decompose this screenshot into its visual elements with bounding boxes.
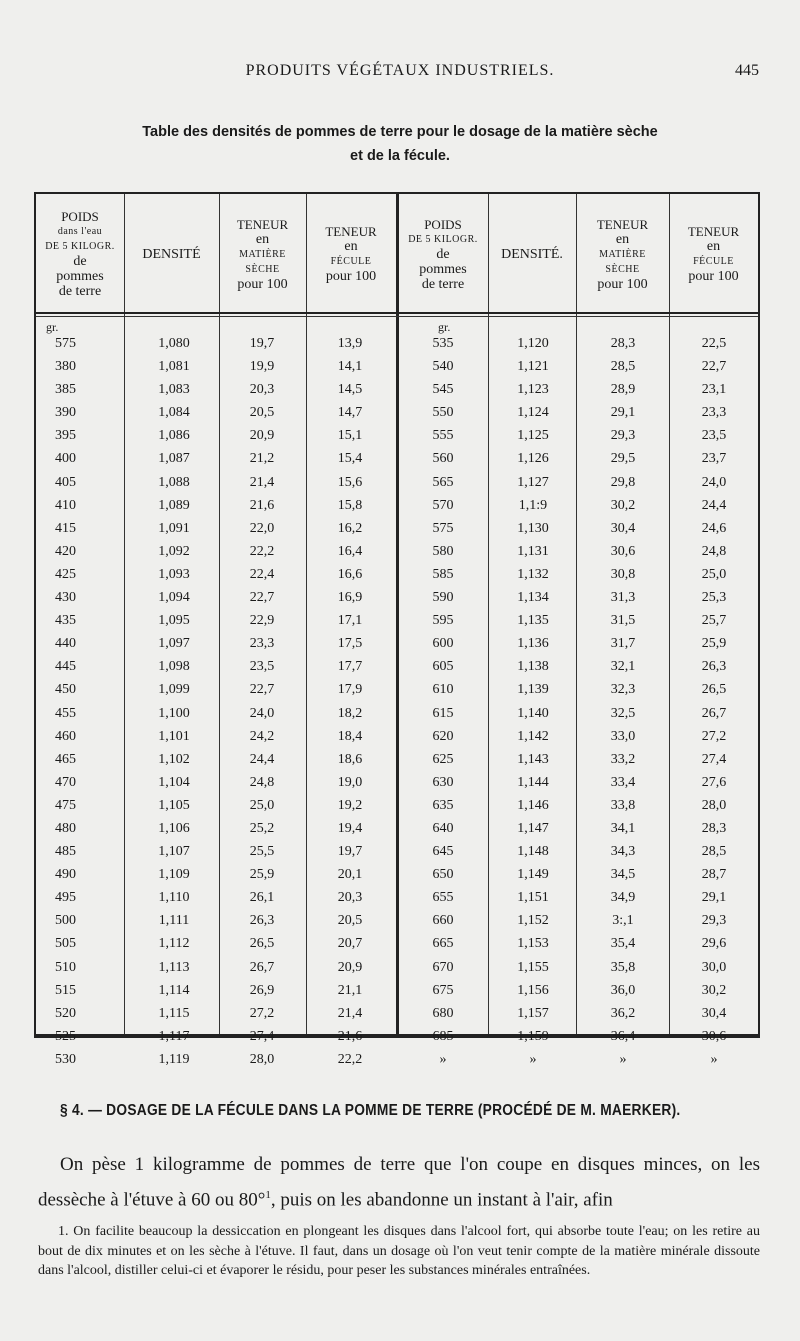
table-cell: 22,7	[249, 682, 275, 698]
table-cell: 24,8	[701, 543, 727, 559]
table-cell: 1,091	[158, 520, 190, 536]
table-cell: 640	[432, 820, 454, 836]
footnote-marker: 1	[265, 1189, 271, 1201]
table-cell: 18,2	[337, 705, 363, 721]
table-cell: 385	[55, 382, 76, 398]
table-cell: 1,125	[517, 428, 549, 444]
table-cell: 22,0	[249, 520, 275, 536]
table-cell: 470	[55, 774, 76, 790]
table-cell: 1,149	[517, 867, 549, 883]
table-cell: 24,0	[249, 705, 275, 721]
table-cell: 26,3	[249, 913, 275, 929]
table-title-line-2: et de la fécule.	[350, 148, 450, 164]
table-cell: 16,9	[337, 590, 363, 606]
table-cell: 29,1	[610, 405, 636, 421]
table-cell: 21,6	[249, 497, 275, 513]
table-cell: 460	[55, 728, 76, 744]
table-cell: 670	[432, 959, 454, 975]
table-cell: 19,0	[337, 774, 363, 790]
table-cell: 21,1	[337, 982, 363, 998]
table-cell: 1,111	[158, 913, 190, 929]
column-densite-right	[494, 332, 572, 1071]
table-cell: 26,5	[701, 682, 727, 698]
table-cell: 20,7	[337, 936, 363, 952]
table-cell: 19,7	[249, 336, 275, 351]
header-densite-right: DENSITÉ.	[501, 246, 563, 262]
table-cell: 1,147	[517, 820, 549, 836]
page-header	[0, 62, 800, 86]
table-cell: 530	[55, 1051, 76, 1067]
table-cell: 1,123	[517, 382, 549, 398]
table-cell: 26,7	[701, 705, 727, 721]
table-cell: 28,3	[701, 820, 727, 836]
table-cell: 1,121	[517, 359, 549, 375]
body-text-part-2: , puis on les abandonne un instant à l'air, afin	[270, 1189, 613, 1211]
table-cell: 1,105	[158, 797, 190, 813]
table-cell: 505	[55, 936, 76, 952]
table-cell: 415	[55, 520, 76, 536]
table-cell: 390	[55, 405, 76, 421]
table-cell: 560	[432, 451, 454, 467]
table-cell: 27,6	[701, 774, 727, 790]
table-cell: 550	[432, 405, 454, 421]
table-cell: 380	[55, 359, 76, 375]
header-poids-right: POIDS DE 5 KILOGR. de pommes de terre	[408, 216, 478, 292]
table-cell: 655	[432, 890, 454, 906]
table-cell: 1,159	[517, 1028, 549, 1044]
column-fecule-right	[678, 332, 750, 1071]
table-cell: 22,4	[249, 566, 275, 582]
table-cell: 25,9	[249, 867, 275, 883]
table-cell: 28,5	[610, 359, 636, 375]
table-cell: 15,8	[337, 497, 363, 513]
table-cell: 30,6	[701, 1028, 727, 1044]
table-cell: 1,155	[517, 959, 549, 975]
table-cell: 22,7	[249, 590, 275, 606]
table-cell: 29,8	[610, 474, 636, 490]
table-cell: 1,081	[158, 359, 190, 375]
table-cell: 1,115	[158, 1005, 190, 1021]
table-cell: 26,9	[249, 982, 275, 998]
table-cell: 33,0	[610, 728, 636, 744]
table-cell: »	[619, 1051, 627, 1067]
table-cell: 1,143	[517, 751, 549, 767]
column-divider	[488, 194, 489, 1034]
table-cell: 435	[55, 613, 76, 629]
table-cell: 495	[55, 890, 76, 906]
table-cell: 17,9	[337, 682, 363, 698]
table-cell: 685	[432, 1028, 454, 1044]
table-cell: 33,8	[610, 797, 636, 813]
table-cell: 410	[55, 497, 76, 513]
table-cell: 620	[432, 728, 454, 744]
table-cell: 35,4	[610, 936, 636, 952]
table-cell: 30,0	[701, 959, 727, 975]
table-cell: 585	[432, 566, 454, 582]
table-cell: 23,3	[249, 636, 275, 652]
header-rule	[36, 312, 758, 314]
table-cell: 545	[432, 382, 454, 398]
section-title: § 4. — DOSAGE DE LA FÉCULE DANS LA POMME DE TERRE (PROCÉDÉ DE M. MAERKER).	[60, 1102, 681, 1119]
table-cell: 18,6	[337, 751, 363, 767]
column-divider	[124, 194, 125, 1034]
table-title-line-1: Table des densités de pommes de terre pour le dosage de la matière sèche	[142, 124, 658, 140]
table-cell: 500	[55, 913, 76, 929]
table-cell: 1,080	[158, 336, 190, 351]
table-cell: 27,2	[701, 728, 727, 744]
table-cell: 395	[55, 428, 76, 444]
table-cell: 29,6	[701, 936, 727, 952]
table-cell: 31,5	[610, 613, 636, 629]
table-cell: 1,148	[517, 844, 549, 860]
table-cell: 36,2	[610, 1005, 636, 1021]
table-cell: 1,127	[517, 474, 549, 490]
table-cell: 610	[432, 682, 454, 698]
column-divider-center	[396, 194, 399, 1034]
table-cell: 575	[55, 336, 76, 351]
unit-label-left: gr.	[46, 320, 59, 334]
table-cell: 1,113	[158, 959, 190, 975]
table-cell: 26,7	[249, 959, 275, 975]
table-cell: 16,6	[337, 566, 363, 582]
table-cell: 555	[432, 428, 454, 444]
table-cell: 425	[55, 566, 76, 582]
table-cell: 1,086	[158, 428, 190, 444]
table-cell: 1,094	[158, 590, 190, 606]
table-cell: 600	[432, 636, 454, 652]
table-cell: 20,1	[337, 867, 363, 883]
table-cell: 1,093	[158, 566, 190, 582]
table-cell: 17,5	[337, 636, 363, 652]
column-poids-left	[44, 332, 76, 1071]
table-cell: 19,7	[337, 844, 363, 860]
table-cell: 1,140	[517, 705, 549, 721]
table-cell: 32,5	[610, 705, 636, 721]
table-cell: 25,9	[701, 636, 727, 652]
table-cell: 25,0	[701, 566, 727, 582]
table-cell: 1,152	[517, 913, 549, 929]
table-cell: 20,5	[249, 405, 275, 421]
table-cell: 26,3	[701, 659, 727, 675]
table-cell: 1,131	[517, 543, 549, 559]
header-fecule-left: TENEUR en FÉCULE pour 100	[325, 224, 377, 284]
header-fecule-right: TENEUR en FÉCULE pour 100	[687, 224, 740, 284]
table-cell: 1,097	[158, 636, 190, 652]
table-cell: 1,106	[158, 820, 190, 836]
table-cell: 30,4	[701, 1005, 727, 1021]
table-cell: 25,3	[701, 590, 727, 606]
body-text-part-1: On pèse 1 kilogramme de pommes de terre que l'on coupe en disques minces, on les dessèche à l'étuve à 60 ou 80°	[38, 1154, 760, 1211]
table-cell: 605	[432, 659, 454, 675]
table-cell: 30,8	[610, 566, 636, 582]
table-cell: 20,5	[337, 913, 363, 929]
table-cell: 615	[432, 705, 454, 721]
table-cell: 1,083	[158, 382, 190, 398]
header-densite-left: DENSITÉ	[142, 246, 201, 262]
table-cell: 1,112	[158, 936, 190, 952]
table-cell: 630	[432, 774, 454, 790]
column-poids-right	[408, 332, 478, 1071]
table-cell: 1,1:9	[518, 497, 548, 513]
table-cell: 1,156	[517, 982, 549, 998]
table-cell: »	[710, 1051, 718, 1067]
running-title: PRODUITS VÉGÉTAUX INDUSTRIELS.	[245, 62, 555, 79]
table-cell: 35,8	[610, 959, 636, 975]
table-cell: 22,2	[249, 543, 275, 559]
column-divider	[306, 194, 307, 1034]
table-cell: 1,146	[517, 797, 549, 813]
table-cell: 33,4	[610, 774, 636, 790]
table-cell: 17,7	[337, 659, 363, 675]
table-cell: 36,0	[610, 982, 636, 998]
table-cell: 30,2	[610, 497, 636, 513]
table-cell: 1,135	[517, 613, 549, 629]
table-cell: 1,153	[517, 936, 549, 952]
table-cell: 680	[432, 1005, 454, 1021]
table-cell: 30,6	[610, 543, 636, 559]
table-cell: 475	[55, 797, 76, 813]
table-cell: 400	[55, 451, 76, 467]
table-cell: 14,7	[337, 405, 363, 421]
table-cell: 1,084	[158, 405, 190, 421]
column-divider	[669, 194, 670, 1034]
table-cell: 1,117	[158, 1028, 190, 1044]
table-cell: 455	[55, 705, 76, 721]
table-cell: 23,1	[701, 382, 727, 398]
table-cell: 1,151	[517, 890, 549, 906]
table-cell: 27,4	[701, 751, 727, 767]
table-cell: 28,3	[610, 336, 636, 351]
table-cell: 36,4	[610, 1028, 636, 1044]
header-matiere-left: TENEUR en MATIÈRE SÈCHE pour 100	[236, 216, 289, 292]
table-cell: 580	[432, 543, 454, 559]
table-cell: 24,4	[701, 497, 727, 513]
table-cell: 23,5	[249, 659, 275, 675]
table-cell: 27,4	[249, 1028, 275, 1044]
table-cell: 20,9	[337, 959, 363, 975]
table-cell: 15,6	[337, 474, 363, 490]
table-cell: 1,120	[517, 336, 549, 351]
table-cell: 535	[432, 336, 454, 351]
table-cell: 490	[55, 867, 76, 883]
table-cell: 23,7	[701, 451, 727, 467]
table-cell: 595	[432, 613, 454, 629]
table-cell: 24,4	[249, 751, 275, 767]
table-cell: 16,2	[337, 520, 363, 536]
table-cell: 485	[55, 844, 76, 860]
table-cell: 34,5	[610, 867, 636, 883]
table-title	[60, 120, 740, 168]
table-cell: 445	[55, 659, 76, 675]
table-cell: 21,2	[249, 451, 275, 467]
table-cell: 1,095	[158, 613, 190, 629]
table-cell: 1,142	[517, 728, 549, 744]
table-cell: 1,114	[158, 982, 190, 998]
table-cell: 675	[432, 982, 454, 998]
table-cell: 1,087	[158, 451, 190, 467]
table-cell: 665	[432, 936, 454, 952]
table-cell: 29,5	[610, 451, 636, 467]
table-cell: 525	[55, 1028, 76, 1044]
table-cell: 24,8	[249, 774, 275, 790]
table-cell: 1,104	[158, 774, 190, 790]
table-cell: 15,4	[337, 451, 363, 467]
column-matiere-left	[226, 332, 298, 1071]
table-cell: 625	[432, 751, 454, 767]
table-cell: 24,6	[701, 520, 727, 536]
table-cell: 31,3	[610, 590, 636, 606]
table-cell: 13,9	[337, 336, 363, 351]
table-cell: 32,1	[610, 659, 636, 675]
table-cell: 1,107	[158, 844, 190, 860]
table-cell: 540	[432, 359, 454, 375]
table-cell: 650	[432, 867, 454, 883]
table-cell: 27,2	[249, 1005, 275, 1021]
table-cell: 20,3	[337, 890, 363, 906]
table-cell: 28,0	[249, 1051, 275, 1067]
table-cell: 635	[432, 797, 454, 813]
table-cell: 1,101	[158, 728, 190, 744]
table-cell: 3:,1	[612, 913, 634, 929]
body-paragraph	[38, 1150, 760, 1215]
table-cell: »	[529, 1051, 537, 1067]
table-cell: 21,4	[337, 1005, 363, 1021]
table-cell: 420	[55, 543, 76, 559]
header-rule-thin	[36, 316, 758, 317]
table-cell: 1,088	[158, 474, 190, 490]
table-cell: 17,1	[337, 613, 363, 629]
table-cell: 565	[432, 474, 454, 490]
table-cell: 440	[55, 636, 76, 652]
table-cell: 1,126	[517, 451, 549, 467]
table-cell: 28,5	[701, 844, 727, 860]
table-cell: 23,3	[701, 405, 727, 421]
table-cell: 25,0	[249, 797, 275, 813]
table-cell: 19,2	[337, 797, 363, 813]
header-matiere-right: TENEUR en MATIÈRE SÈCHE pour 100	[596, 216, 649, 292]
table-cell: 520	[55, 1005, 76, 1021]
table-cell: 20,9	[249, 428, 275, 444]
table-cell: 450	[55, 682, 76, 698]
table-cell: 24,0	[701, 474, 727, 490]
table-cell: 26,1	[249, 890, 275, 906]
table-cell: 14,1	[337, 359, 363, 375]
table-cell: 480	[55, 820, 76, 836]
table-cell: 22,5	[701, 336, 727, 351]
table-cell: 24,2	[249, 728, 275, 744]
table-cell: 1,124	[517, 405, 549, 421]
table-cell: 1,099	[158, 682, 190, 698]
table-cell: 1,138	[517, 659, 549, 675]
table-cell: 1,098	[158, 659, 190, 675]
density-table	[34, 192, 760, 1067]
column-divider	[219, 194, 220, 1034]
table-cell: 1,089	[158, 497, 190, 513]
table-cell: 1,136	[517, 636, 549, 652]
table-cell: 21,4	[249, 474, 275, 490]
table-cell: 15,1	[337, 428, 363, 444]
table-cell: 33,2	[610, 751, 636, 767]
table-cell: 34,9	[610, 890, 636, 906]
unit-label-right: gr.	[438, 320, 451, 334]
header-poids-left: POIDS dans l'eau DE 5 KILOGR. de pommes de terre	[45, 209, 115, 299]
column-densite-left	[134, 332, 214, 1071]
table-cell: 14,5	[337, 382, 363, 398]
table-cell: 1,109	[158, 867, 190, 883]
table-cell: 660	[432, 913, 454, 929]
column-matiere-right	[584, 332, 662, 1071]
table-cell: 29,1	[701, 890, 727, 906]
table-cell: 590	[432, 590, 454, 606]
table-cell: 1,144	[517, 774, 549, 790]
table-cell: 22,9	[249, 613, 275, 629]
table-cell: 16,4	[337, 543, 363, 559]
table-cell: 1,092	[158, 543, 190, 559]
table-cell: 25,5	[249, 844, 275, 860]
table-cell: »	[439, 1051, 447, 1067]
table-cell: 32,3	[610, 682, 636, 698]
table-cell: 25,2	[249, 820, 275, 836]
table-cell: 18,4	[337, 728, 363, 744]
table-cell: 34,1	[610, 820, 636, 836]
table-cell: 1,132	[517, 566, 549, 582]
table-cell: 23,5	[701, 428, 727, 444]
table-cell: 570	[432, 497, 454, 513]
footnote-text: 1. On facilite beaucoup la dessiccation en plongeant les disques dans l'alcool fort, qui absorbe toute l'eau; on les retire au bout de dix minutes et on les sèche à l'étuve. Il faut, dans un dosage où l'on veut tenir compte de la matière minérale dissoute dans l'alcool, distiller celui-ci et évaporer le résidu, pour peser les substances minérales entraînées.	[38, 1224, 760, 1278]
footnote	[38, 1222, 760, 1281]
table-cell: 465	[55, 751, 76, 767]
table-cell: 28,7	[701, 867, 727, 883]
table-cell: 405	[55, 474, 76, 490]
table-cell: 1,110	[158, 890, 190, 906]
table-cell: 575	[432, 520, 454, 536]
table-cell: 1,100	[158, 705, 190, 721]
table-cell: 30,2	[701, 982, 727, 998]
table-cell: 22,7	[701, 359, 727, 375]
table-cell: 25,7	[701, 613, 727, 629]
table-cell: 510	[55, 959, 76, 975]
table-cell: 20,3	[249, 382, 275, 398]
table-cell: 21,6	[337, 1028, 363, 1044]
table-cell: 30,4	[610, 520, 636, 536]
table-cell: 430	[55, 590, 76, 606]
column-fecule-left	[314, 332, 386, 1071]
table-cell: 29,3	[610, 428, 636, 444]
table-cell: 645	[432, 844, 454, 860]
table-cell: 28,9	[610, 382, 636, 398]
table-cell: 19,9	[249, 359, 275, 375]
table-cell: 1,119	[158, 1051, 190, 1067]
table-cell: 26,5	[249, 936, 275, 952]
page-number: 445	[735, 62, 759, 79]
table-cell: 1,134	[517, 590, 549, 606]
table-cell: 19,4	[337, 820, 363, 836]
table-cell: 515	[55, 982, 76, 998]
table-cell: 1,102	[158, 751, 190, 767]
table-cell: 31,7	[610, 636, 636, 652]
table-cell: 1,139	[517, 682, 549, 698]
table-cell: 34,3	[610, 844, 636, 860]
table-cell: 1,130	[517, 520, 549, 536]
table-cell: 22,2	[337, 1051, 363, 1067]
table-cell: 29,3	[701, 913, 727, 929]
table-cell: 28,0	[701, 797, 727, 813]
column-divider	[576, 194, 577, 1034]
table-cell: 1,157	[517, 1005, 549, 1021]
